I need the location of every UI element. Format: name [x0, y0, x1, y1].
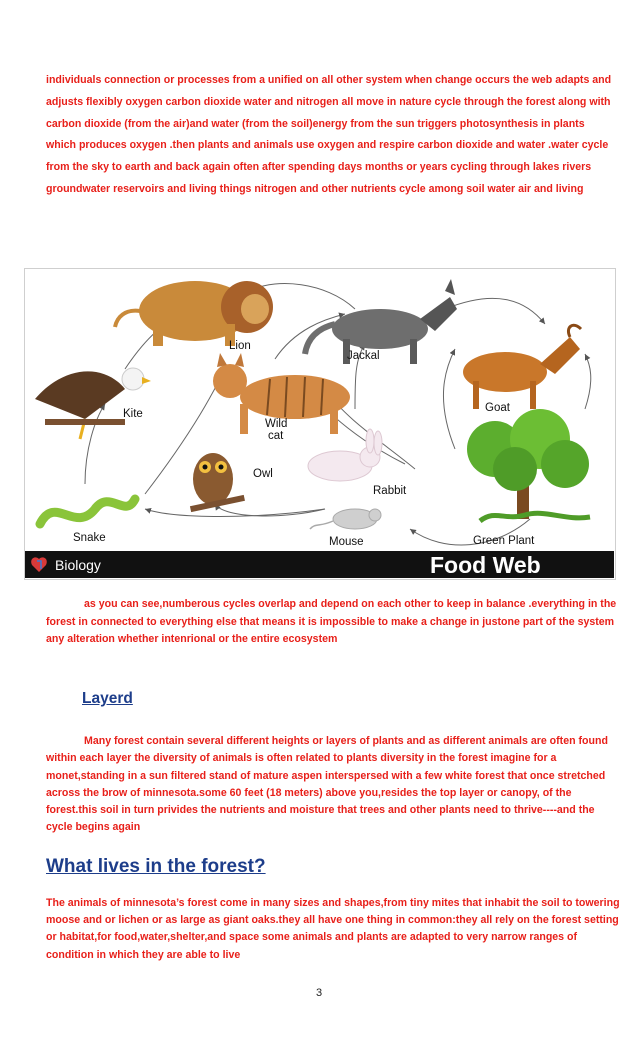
label-lion: Lion — [229, 340, 251, 352]
owl-illustration — [190, 453, 245, 512]
label-green-plant: Green Plant — [473, 535, 535, 547]
label-rabbit: Rabbit — [373, 485, 407, 497]
snake-illustration — [40, 499, 135, 524]
label-snake: Snake — [73, 532, 106, 544]
rabbit-illustration — [308, 429, 382, 481]
green-plant-illustration — [467, 409, 590, 521]
label-jackal: Jackal — [347, 350, 380, 362]
layerd-heading: Layerd — [82, 690, 133, 707]
animals-paragraph: The animals of minnesota’s forest come in many sizes and shapes,from tiny mites that inhabit the soil to towering moose and or lichen or as large as giant oaks.they all have one thing in common:they all rely on the forest setting or habitat,for food,water,shelter,and space some animals and plants are adapted to very narrow ranges of condition in which they are able to live — [46, 897, 620, 961]
intro-paragraph: individuals connection or processes from a unified on all other system when change occurs the web adapts and adjusts flexibly oxygen carbon dioxide water and nitrogen all move in nature cycle through the forest along with carbon dioxide (from the air)and water (from the soil)energy from the sun triggers photosynthesis in plants which produces oxygen .then plants and animals use oxygen and respire carbon dioxide and water .water cycle from the sky to earth and back again often after spending days months or years cycling through lakes rivers groundwater reservoirs and living things nitrogen and other nutrients cycle among soil water air and living — [46, 74, 612, 195]
food-web-figure — [24, 268, 616, 580]
label-owl: Owl — [253, 468, 273, 480]
label-mouse: Mouse — [329, 536, 364, 548]
label-wild-cat-2: cat — [268, 430, 284, 442]
balance-paragraph: as you can see,numberous cycles overlap and depend on each other to keep in balance .everything in the forest in connected to everything else that means it is impossible to make a change in justone part of the system any alteration whether intenrional or the entire ecosystem — [46, 598, 617, 645]
layers-paragraph: Many forest contain several different heights or layers of plants and as different animals are often found within each layer the diversity of animals is often related to plants diversity in the forest imagine for a monet,standing in a sun filtered stand of mature aspen interspersed with a few white forest that once stretched across the brow of minnesota.some 60 feet (18 meters) above you,resides the top layer or canopy, of the forest.this soil in turn privides the nutrients and moisture that trees and other plants need to thrive----and the cycle begins again — [46, 735, 608, 834]
banner-title: Food Web — [430, 552, 541, 578]
page-number: 3 — [315, 987, 323, 999]
goat-illustration — [463, 325, 581, 409]
banner-brand: Biology — [55, 557, 101, 573]
kite-illustration — [35, 368, 151, 439]
mouse-illustration — [310, 509, 381, 529]
what-lives-heading: What lives in the forest? — [46, 856, 266, 877]
label-goat: Goat — [485, 402, 510, 414]
lion-illustration — [115, 281, 273, 346]
label-wild-cat: Wild — [265, 418, 288, 430]
label-kite: Kite — [123, 408, 143, 420]
